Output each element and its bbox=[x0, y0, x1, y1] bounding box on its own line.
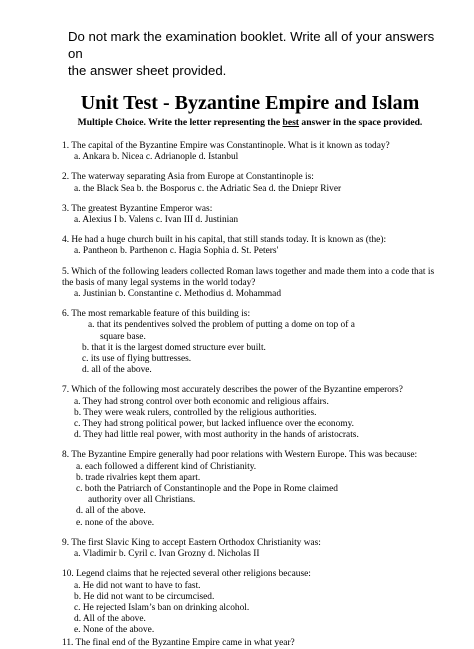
answer-option-line: a. each followed a different kind of Christianity. bbox=[76, 461, 257, 472]
answer-option-line: a. the Black Sea b. the Bosporus c. the Adriatic Sea d. the Dniepr River bbox=[74, 183, 342, 194]
question-text: 6. The most remarkable feature of this building is: bbox=[62, 309, 251, 320]
question-text: 7. Which of the following most accurately describes the power of the Byzantine emperors? bbox=[62, 385, 403, 396]
question-10 bbox=[62, 569, 438, 636]
instructions bbox=[62, 117, 438, 129]
answer-options bbox=[62, 184, 438, 195]
answer-option-line: a. Vladimir b. Cyril c. Ivan Grozny d. Nicholas II bbox=[74, 549, 260, 560]
answer-option-line: a. Ankara b. Nicea c. Adrianople d. Istanbul bbox=[74, 152, 239, 163]
question-text: 5. Which of the following leaders collected Roman laws together and made them into a code that is the basis of many legal systems in the world today? bbox=[62, 266, 435, 288]
answer-options bbox=[62, 581, 438, 637]
answer-option-line: d. all of the above. bbox=[82, 365, 152, 376]
answer-options bbox=[62, 289, 438, 300]
question-7 bbox=[62, 385, 438, 441]
answer-options bbox=[62, 462, 438, 529]
page-title: Unit Test - Byzantine Empire and Islam bbox=[80, 92, 420, 114]
instructions-before: Multiple Choice. Write the letter representing the bbox=[77, 117, 283, 128]
answer-option-line: a. that its pendentives solved the problem of putting a dome on top of a bbox=[88, 320, 355, 331]
instructions-emphasis: best bbox=[282, 117, 300, 128]
notice-line-1: Do not mark the examination booklet. Write all of your answers on bbox=[68, 29, 435, 61]
answer-option-line: c. They had strong political power, but lacked influence over the economy. bbox=[74, 419, 354, 430]
question-text: 9. The first Slavic King to accept Eastern Orthodox Christianity was: bbox=[62, 537, 321, 548]
question-text: 1. The capital of the Byzantine Empire was Constantinople. What is it known as today? bbox=[62, 141, 390, 151]
answer-options bbox=[62, 397, 438, 442]
question-5 bbox=[62, 267, 438, 301]
answer-option-line: d. all of the above. bbox=[76, 506, 146, 517]
question-2 bbox=[62, 172, 438, 194]
question-1 bbox=[62, 141, 438, 163]
question-text: 8. The Byzantine Empire generally had poor relations with Western Europe. This was because: bbox=[62, 450, 418, 461]
answer-option-line: e. None of the above. bbox=[74, 625, 155, 636]
answer-option-line: c. both the Patriarch of Constantinople and the Pope in Rome claimed bbox=[76, 484, 338, 495]
question-text: 2. The waterway separating Asia from Europe at Constantinople is: bbox=[62, 172, 314, 183]
question-11 bbox=[62, 638, 438, 649]
question-8 bbox=[62, 450, 438, 528]
answer-options bbox=[62, 215, 438, 226]
question-text: 4. He had a huge church built in his capital, that still stands today. It is known as (the): bbox=[62, 235, 387, 246]
exam-notice bbox=[68, 28, 438, 79]
answer-option-line: b. They were weak rulers, controlled by the religious authorities. bbox=[74, 407, 317, 418]
answer-option-line: c. its use of flying buttresses. bbox=[82, 354, 192, 365]
question-text: 10. Legend claims that he rejected several other religions because: bbox=[62, 569, 311, 580]
answer-options bbox=[62, 152, 438, 163]
answer-option-line: b. He did not want to be circumcised. bbox=[74, 591, 215, 602]
answer-option-line: a. Pantheon b. Parthenon c. Hagia Sophia d. St. Peters' bbox=[74, 246, 279, 257]
question-9 bbox=[62, 538, 438, 560]
answer-options bbox=[62, 343, 438, 377]
question-4 bbox=[62, 235, 438, 257]
question-3 bbox=[62, 204, 438, 226]
instructions-after: answer in the space provided. bbox=[299, 117, 423, 128]
answer-option-line: authority over all Christians. bbox=[88, 495, 196, 506]
answer-option-line: a. Justinian b. Constantine c. Methodius d. Mohammad bbox=[74, 289, 282, 300]
answer-option-line: b. trade rivalries kept them apart. bbox=[76, 472, 201, 483]
answer-options bbox=[62, 246, 438, 257]
question-6 bbox=[62, 309, 438, 376]
answer-option-line: a. They had strong control over both economic and religious affairs. bbox=[74, 396, 329, 407]
question-list bbox=[62, 141, 438, 649]
answer-option-line: a. Alexius I b. Valens c. Ivan III d. Justinian bbox=[74, 215, 239, 226]
answer-option-line: c. He rejected Islam’s ban on drinking alcohol. bbox=[74, 602, 250, 613]
answer-options bbox=[62, 549, 438, 560]
notice-line-2: the answer sheet provided. bbox=[68, 63, 227, 78]
question-text: 3. The greatest Byzantine Emperor was: bbox=[62, 203, 213, 214]
answer-options bbox=[62, 320, 438, 342]
answer-option-line: b. that it is the largest domed structure ever built. bbox=[82, 342, 266, 353]
answer-option-line: a. He did not want to have to fast. bbox=[74, 580, 201, 591]
answer-option-line: d. All of the above. bbox=[74, 614, 146, 625]
answer-option-line: d. They had little real power, with most authority in the hands of aristocrats. bbox=[74, 430, 359, 441]
answer-option-line: e. none of the above. bbox=[76, 517, 155, 528]
answer-option-line: square base. bbox=[100, 331, 146, 342]
question-text: 11. The final end of the Byzantine Empire came in what year? bbox=[62, 637, 295, 648]
